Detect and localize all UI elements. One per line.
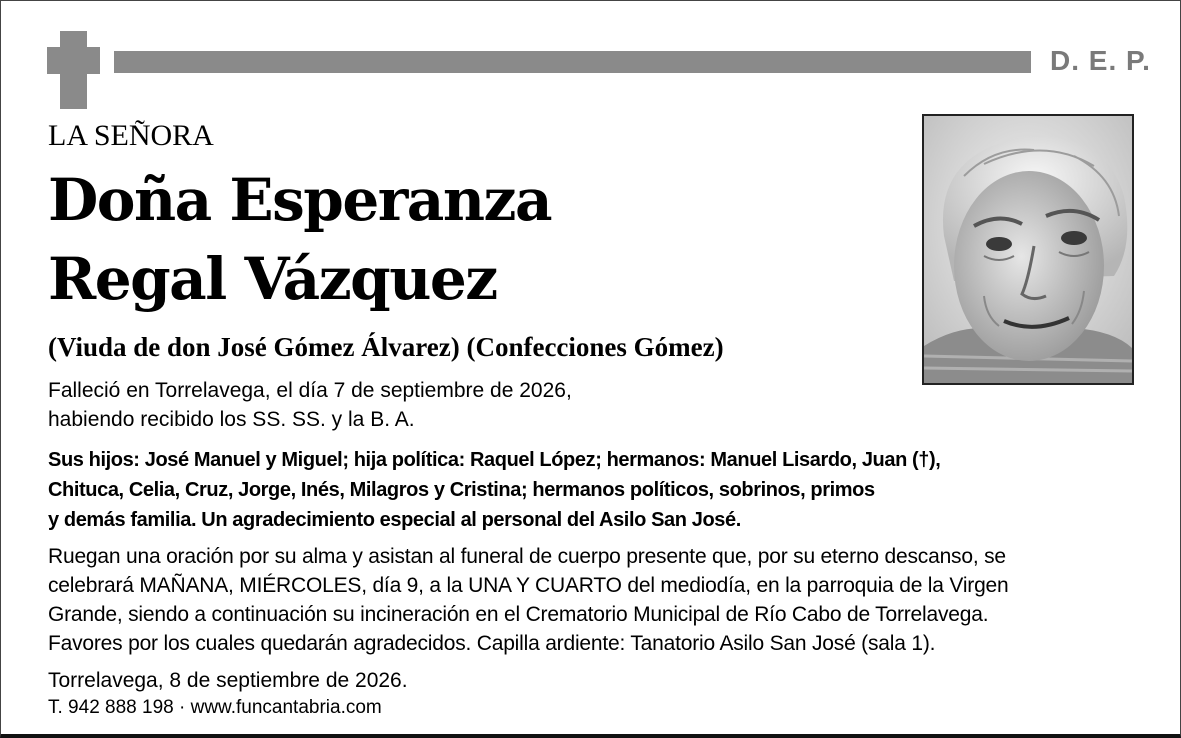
header-rule bbox=[114, 51, 1031, 73]
dep-label: D. E. P. bbox=[1050, 45, 1151, 76]
cross-icon-arm bbox=[47, 47, 100, 74]
funeral-line: Favores por los cuales quedarán agradecidos. Capilla ardiente: Tanatorio Asilo San José (sala 1). bbox=[48, 632, 936, 655]
deceased-subtitle: (Viuda de don José Gómez Álvarez) (Confecciones Gómez) bbox=[48, 332, 724, 362]
family-line: y demás familia. Un agradecimiento especial al personal del Asilo San José. bbox=[48, 509, 741, 531]
funeral-line: celebrará MAÑANA, MIÉRCOLES, día 9, a la UNA Y CUARTO del mediodía, en la parroquia de la Virgen bbox=[48, 574, 1009, 597]
funeral-line: Grande, siendo a continuación su incineración en el Crematorio Municipal de Río Cabo de Torrelavega. bbox=[48, 603, 989, 626]
death-line: Falleció en Torrelavega, el día 7 de septiembre de 2026, bbox=[48, 379, 572, 402]
family-line: Sus hijos: José Manuel y Miguel; hija política: Raquel López; hermanos: Manuel Lisardo, Juan (†), bbox=[48, 449, 941, 471]
portrait-illustration bbox=[924, 116, 1132, 383]
funeral-line: Ruegan una oración por su alma y asistan al funeral de cuerpo presente que, por su eterno descanso, se bbox=[48, 545, 1006, 568]
family-mourners bbox=[48, 445, 940, 535]
deceased-name-line2: Regal Vázquez bbox=[48, 245, 497, 313]
family-line: Chituca, Celia, Cruz, Jorge, Inés, Milagros y Cristina; hermanos políticos, sobrinos, primos bbox=[48, 479, 875, 501]
dateline: Torrelavega, 8 de septiembre de 2026. bbox=[48, 669, 408, 692]
death-statement bbox=[48, 376, 572, 434]
honorific: LA SEÑORA bbox=[48, 119, 214, 152]
portrait-photo bbox=[922, 114, 1134, 385]
death-line: habiendo recibido los SS. SS. y la B. A. bbox=[48, 408, 415, 431]
contact-info: T. 942 888 198 · www.funcantabria.com bbox=[48, 697, 382, 718]
deceased-name-line1: Doña Esperanza bbox=[48, 166, 552, 234]
funeral-details bbox=[48, 542, 1009, 658]
